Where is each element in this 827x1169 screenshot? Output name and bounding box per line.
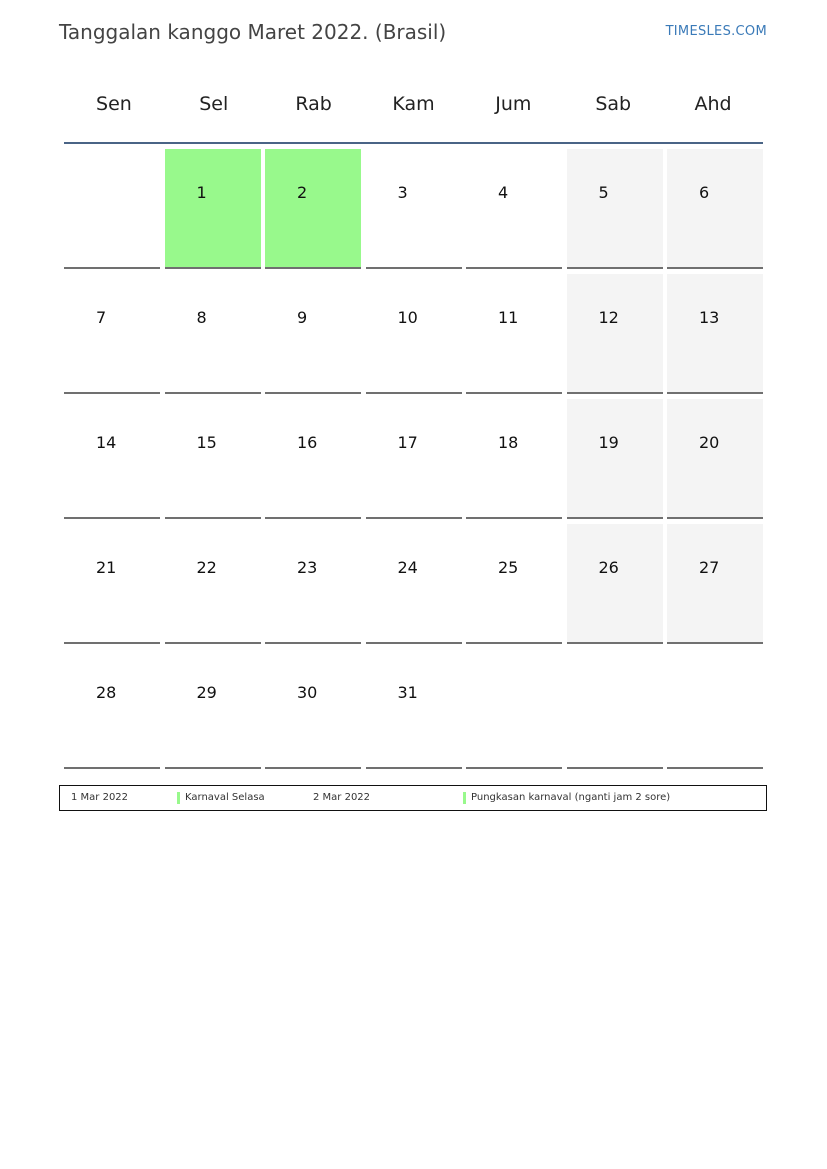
weekday-label: Jum — [495, 93, 532, 115]
day-number: 25 — [498, 558, 519, 577]
day-cell[interactable] — [567, 149, 663, 269]
day-cell[interactable] — [265, 649, 361, 769]
day-cell[interactable] — [165, 649, 261, 769]
day-cell[interactable] — [165, 274, 261, 394]
legend-holiday-name: Pungkasan karnaval (nganti jam 2 sore) — [471, 792, 671, 803]
day-number: 16 — [297, 433, 318, 452]
day-cell[interactable] — [466, 524, 562, 644]
legend-date: 2 Mar 2022 — [313, 792, 371, 803]
day-cell[interactable] — [165, 399, 261, 519]
day-cell[interactable] — [64, 524, 160, 644]
day-number: 5 — [598, 183, 609, 202]
day-number: 23 — [297, 558, 318, 577]
day-number: 9 — [297, 308, 308, 327]
day-cell[interactable] — [567, 274, 663, 394]
day-cell[interactable] — [64, 399, 160, 519]
day-cell[interactable] — [366, 149, 462, 269]
day-number: 20 — [699, 433, 720, 452]
day-cell[interactable] — [265, 149, 361, 269]
header-divider — [64, 142, 763, 144]
weekday-label: Sel — [199, 93, 229, 115]
weekday-header-row — [64, 88, 763, 120]
empty-day-cell — [466, 649, 562, 769]
day-cell[interactable] — [366, 399, 462, 519]
day-number: 10 — [397, 308, 418, 327]
day-number: 22 — [196, 558, 217, 577]
day-number: 24 — [397, 558, 418, 577]
day-number: 13 — [699, 308, 720, 327]
day-number: 28 — [96, 683, 117, 702]
legend-date: 1 Mar 2022 — [71, 792, 129, 803]
day-cell[interactable] — [64, 274, 160, 394]
day-cell[interactable] — [466, 149, 562, 269]
day-number: 11 — [498, 308, 519, 327]
day-number: 26 — [598, 558, 619, 577]
day-cell[interactable] — [366, 274, 462, 394]
day-number: 18 — [498, 433, 519, 452]
site-link[interactable]: TIMESLES.COM — [665, 24, 767, 39]
day-cell[interactable] — [165, 524, 261, 644]
day-cell[interactable] — [265, 399, 361, 519]
holiday-legend — [59, 785, 767, 811]
day-cell[interactable] — [466, 274, 562, 394]
day-cell[interactable] — [366, 649, 462, 769]
day-cell[interactable] — [567, 399, 663, 519]
calendar-grid — [64, 149, 763, 769]
weekday-label: Ahd — [694, 93, 732, 115]
day-cell[interactable] — [667, 149, 763, 269]
legend-holiday-name: Karnaval Selasa — [185, 792, 265, 803]
legend-color-marker — [463, 792, 466, 804]
day-number: 27 — [699, 558, 720, 577]
day-cell[interactable] — [667, 274, 763, 394]
day-number: 14 — [96, 433, 117, 452]
weekday-label: Kam — [392, 93, 435, 115]
day-cell[interactable] — [64, 649, 160, 769]
day-number: 7 — [96, 308, 107, 327]
day-number: 15 — [196, 433, 217, 452]
day-number: 31 — [397, 683, 418, 702]
day-number: 1 — [196, 183, 207, 202]
day-cell[interactable] — [667, 399, 763, 519]
day-number: 21 — [96, 558, 117, 577]
day-cell[interactable] — [366, 524, 462, 644]
day-number: 2 — [297, 183, 308, 202]
day-number: 30 — [297, 683, 318, 702]
empty-day-cell — [667, 649, 763, 769]
day-cell[interactable] — [265, 524, 361, 644]
day-number: 4 — [498, 183, 509, 202]
day-cell[interactable] — [567, 524, 663, 644]
day-number: 3 — [397, 183, 408, 202]
day-number: 29 — [196, 683, 217, 702]
page-title: Tanggalan kanggo Maret 2022. (Brasil) — [59, 20, 447, 44]
empty-day-cell — [64, 149, 160, 269]
day-number: 6 — [699, 183, 710, 202]
day-number: 12 — [598, 308, 619, 327]
day-number: 8 — [196, 308, 207, 327]
day-cell[interactable] — [265, 274, 361, 394]
day-cell[interactable] — [165, 149, 261, 269]
empty-day-cell — [567, 649, 663, 769]
weekday-label: Sen — [96, 93, 132, 115]
day-number: 17 — [397, 433, 418, 452]
day-number: 19 — [598, 433, 619, 452]
legend-color-marker — [177, 792, 180, 804]
weekday-label: Sab — [595, 93, 632, 115]
weekday-label: Rab — [295, 93, 332, 115]
day-cell[interactable] — [667, 524, 763, 644]
day-cell[interactable] — [466, 399, 562, 519]
